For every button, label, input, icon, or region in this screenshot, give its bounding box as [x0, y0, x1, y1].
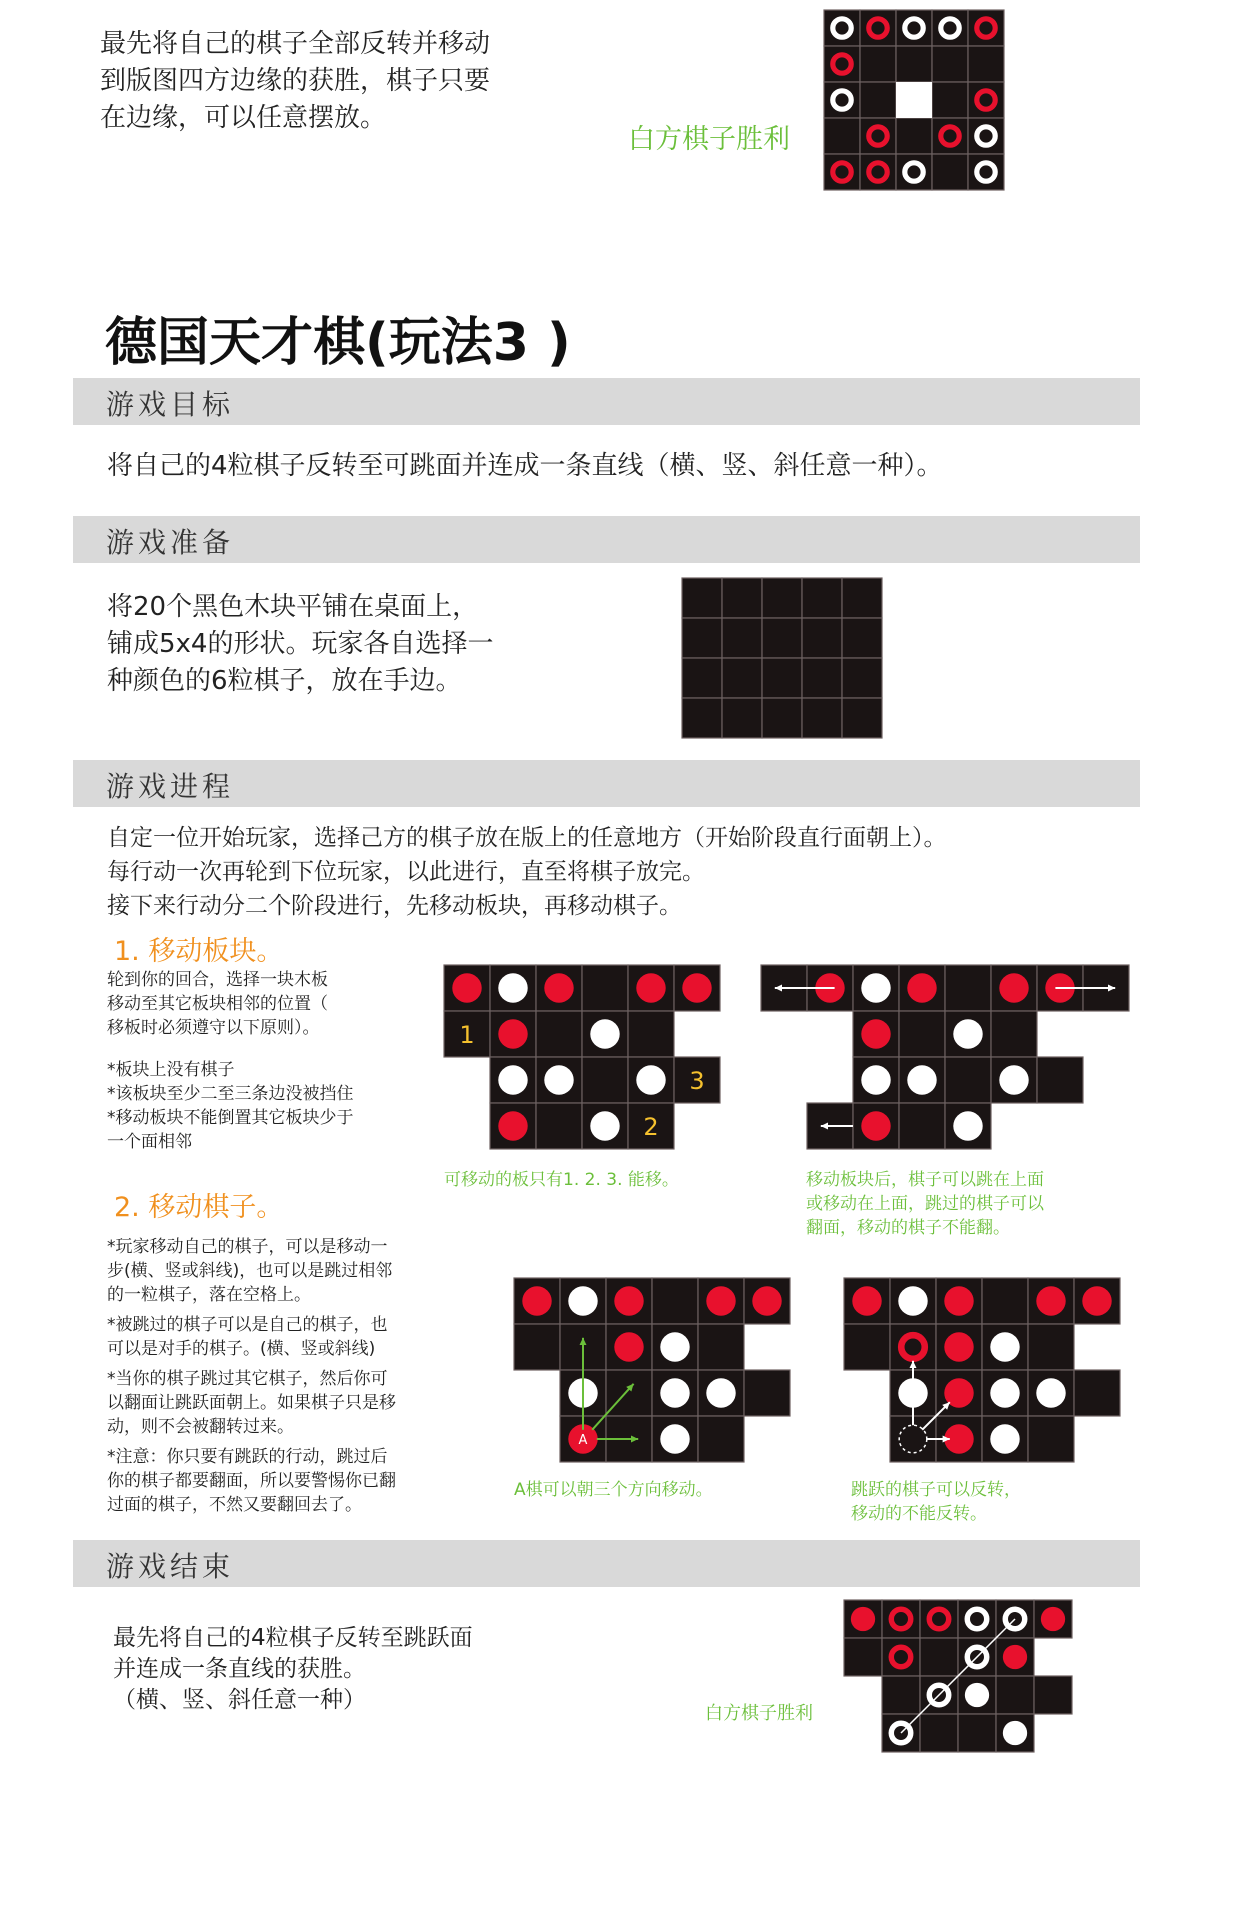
step2-caption-left: A棋可以朝三个方向移动。: [514, 1480, 713, 1500]
red-piece: [861, 1111, 890, 1140]
red-piece: [852, 1286, 881, 1315]
white-jump-piece: [905, 163, 923, 181]
board-tile: [824, 118, 860, 154]
board-tile: [896, 118, 932, 154]
top-text-line: 到版图四方边缘的获胜，棋子只要: [100, 66, 491, 96]
white-piece: [898, 1286, 927, 1315]
white-piece: [544, 1065, 573, 1094]
white-jump-piece: [833, 19, 851, 37]
board-tile: [1037, 1057, 1083, 1103]
board-tile: [698, 1416, 744, 1462]
step1-caption-left: 可移动的板只有1. 2. 3. 能移。: [444, 1170, 679, 1190]
red-piece: [498, 1111, 527, 1140]
white-piece: [1003, 1721, 1027, 1745]
step1-caption-right: 移动板块后，棋子可以跳在上面 或移动在上面，跳过的棋子可以 翻面，移动的棋子不能翻。: [806, 1170, 1044, 1238]
red-jump-piece: [833, 55, 851, 73]
top-text-line: 最先将自己的棋子全部反转并移动: [100, 29, 491, 59]
white-piece: [706, 1378, 735, 1407]
white-jump-piece: [905, 19, 923, 37]
step2-title: 2. 移动棋子。: [114, 1192, 284, 1223]
step1-title: 1. 移动板块。: [114, 936, 284, 967]
board-tile: [1028, 1416, 1074, 1462]
board-tile: [802, 578, 842, 618]
board-tile: [882, 1676, 920, 1714]
white-piece: [953, 1111, 982, 1140]
section-header-progress: 游戏进程: [73, 760, 1140, 807]
red-piece: [522, 1286, 551, 1315]
board-tile: [991, 1011, 1037, 1057]
red-jump-piece: [977, 91, 995, 109]
red-jump-piece: [891, 1647, 910, 1666]
step2-text: *玩家移动自己的棋子，可以是移动一 步(横、竖或斜线)，也可以是跳过相邻 的一粒棋子，落在空格上。 *被跳过的棋子可以是自己的棋子，也 可以是对手的棋子。(横、竖或斜线) *当你的棋子跳过其它棋子，然后你可 以翻面让跳跃面朝上。如果棋子只是移 动，则不会被翻转过来。 *注意：你只要有跳跃的行动，跳过后 你的棋子都要翻面，所以要警惕你已翻 过面的棋子，不然又要翻回去了。: [107, 1237, 396, 1515]
board-tile: [722, 618, 762, 658]
red-piece: [861, 1019, 890, 1048]
white-piece: [990, 1332, 1019, 1361]
board-tile: [762, 618, 802, 658]
board-top-win: [824, 10, 1004, 190]
white-jump-piece: [967, 1609, 986, 1628]
section-header-prep: 游戏准备: [73, 516, 1140, 563]
board-tile: [682, 698, 722, 738]
board-tile: [582, 965, 628, 1011]
board-tile: [844, 1324, 890, 1370]
white-piece: [1036, 1378, 1065, 1407]
red-piece: [1041, 1607, 1065, 1631]
white-jump-piece: [941, 19, 959, 37]
board-tile: [1034, 1676, 1072, 1714]
board-end-win: [844, 1600, 1072, 1752]
red-piece: [636, 973, 665, 1002]
board-tile: [698, 1324, 744, 1370]
white-piece: [590, 1019, 619, 1048]
red-piece: [706, 1286, 735, 1315]
top-text: [100, 26, 490, 137]
red-piece: [614, 1286, 643, 1315]
board-tile: [652, 1278, 698, 1324]
board-tile: [842, 698, 882, 738]
board-tile: [582, 1057, 628, 1103]
board-tile: [606, 1370, 652, 1416]
board-tile: [896, 46, 932, 82]
white-piece: [636, 1065, 665, 1094]
white-piece: [660, 1378, 689, 1407]
red-piece: [544, 973, 573, 1002]
progress-text-line: 接下来行动分二个阶段进行，先移动板块，再移动棋子。: [107, 893, 682, 919]
board-step2-moves: [514, 1278, 794, 1468]
tile-label: 2: [643, 1113, 659, 1141]
white-piece: [660, 1332, 689, 1361]
red-piece: [682, 973, 711, 1002]
board-tile: [982, 1278, 1028, 1324]
board-tile: [1074, 1370, 1120, 1416]
red-piece: [1003, 1645, 1027, 1669]
white-jump-piece: [833, 91, 851, 109]
tile-label: 3: [689, 1067, 705, 1095]
board-tile: [860, 46, 896, 82]
red-jump-piece: [941, 127, 959, 145]
board-tile: [932, 82, 968, 118]
board-tile: [762, 578, 802, 618]
top-caption: 白方棋子胜利: [628, 124, 790, 155]
white-piece: [907, 1065, 936, 1094]
board-tile: [860, 82, 896, 118]
section-header-end: 游戏结束: [73, 1540, 1140, 1587]
prep-text-line: 种颜色的6粒棋子，放在手边。: [107, 666, 462, 696]
board-tile: [722, 698, 762, 738]
board-tile: [932, 154, 968, 190]
white-piece: [568, 1286, 597, 1315]
board-tile: [968, 46, 1004, 82]
white-piece: [953, 1019, 982, 1048]
white-piece: [590, 1111, 619, 1140]
prep-text-line: 铺成5x4的形状。玩家各自选择一: [107, 629, 494, 659]
white-piece: [990, 1424, 1019, 1453]
board-tile: [682, 618, 722, 658]
white-piece: [498, 1065, 527, 1094]
red-piece: [851, 1607, 875, 1631]
board-tile: [628, 1011, 674, 1057]
white-piece: [660, 1424, 689, 1453]
board-tile: [899, 1011, 945, 1057]
board-tile: [682, 578, 722, 618]
progress-text-line: 自定一位开始玩家，选择己方的棋子放在版上的任意地方（开始阶段直行面朝上）。: [107, 825, 947, 851]
white-piece: [498, 973, 527, 1002]
board-tile: [802, 658, 842, 698]
white-piece: [999, 1065, 1028, 1094]
board-step1-after: [761, 965, 1133, 1155]
board-tile: [536, 1011, 582, 1057]
board-step1-before: [444, 965, 728, 1155]
board-step2-jump: [844, 1278, 1124, 1468]
end-text-line: （横、竖、斜任意一种）: [113, 1687, 366, 1713]
red-piece: [1082, 1286, 1111, 1315]
white-piece: [861, 973, 890, 1002]
section-header-goal: 游戏目标: [73, 378, 1140, 425]
end-text: [113, 1623, 473, 1716]
red-piece: [944, 1286, 973, 1315]
board-empty-5x4: [682, 578, 884, 738]
page-title: 德国天才棋(玩法3 ): [105, 313, 571, 373]
board-tile: [744, 1370, 790, 1416]
board-tile: [920, 1714, 958, 1752]
red-piece: [452, 973, 481, 1002]
board-tile: [945, 1057, 991, 1103]
prep-text-line: 将20个黑色木块平铺在桌面上，: [107, 592, 479, 622]
board-tile: [802, 698, 842, 738]
red-jump-piece: [869, 127, 887, 145]
board-tile: [722, 578, 762, 618]
end-text-line: 并连成一条直线的获胜。: [113, 1656, 366, 1682]
red-jump-piece: [977, 19, 995, 37]
red-piece: [944, 1332, 973, 1361]
board-tile: [536, 1103, 582, 1149]
top-text-line: 在边缘，可以任意摆放。: [100, 103, 387, 133]
step2-caption-right: 跳跃的棋子可以反转， 移动的不能反转。: [851, 1480, 1021, 1524]
red-jump-piece: [869, 19, 887, 37]
board-tile: [762, 698, 802, 738]
board-tile: [762, 658, 802, 698]
white-piece: [965, 1683, 989, 1707]
board-tile: [996, 1676, 1034, 1714]
board-tile: [842, 618, 882, 658]
white-piece: [861, 1065, 890, 1094]
white-piece: [990, 1378, 1019, 1407]
empty-hole: [896, 82, 932, 118]
red-jump-piece: [833, 163, 851, 181]
red-jump-piece: [891, 1609, 910, 1628]
red-jump-piece: [901, 1335, 925, 1359]
board-tile: [722, 658, 762, 698]
board-tile: [932, 46, 968, 82]
tile-label: 1: [459, 1021, 475, 1049]
red-piece: [752, 1286, 781, 1315]
prep-text: [107, 589, 493, 700]
board-tile: [682, 658, 722, 698]
progress-text: [107, 821, 947, 923]
white-jump-piece: [977, 127, 995, 145]
board-tile: [842, 578, 882, 618]
red-piece: [498, 1019, 527, 1048]
red-piece: [1036, 1286, 1065, 1315]
red-piece: [907, 973, 936, 1002]
red-piece: [999, 973, 1028, 1002]
end-text-line: 最先将自己的4粒棋子反转至跳跃面: [113, 1625, 473, 1651]
board-tile: [844, 1638, 882, 1676]
board-tile: [842, 658, 882, 698]
board-tile: [945, 965, 991, 1011]
end-caption: 白方棋子胜利: [705, 1703, 813, 1724]
red-piece: [614, 1332, 643, 1361]
white-jump-piece: [977, 163, 995, 181]
goal-text: 将自己的4粒棋子反转至可跳面并连成一条直线（横、竖、斜任意一种）。: [107, 451, 943, 481]
board-tile: [802, 618, 842, 658]
board-tile: [514, 1324, 560, 1370]
red-jump-piece: [869, 163, 887, 181]
board-tile: [958, 1714, 996, 1752]
tile-label: A: [578, 1433, 588, 1448]
progress-text-line: 每行动一次再轮到下位玩家，以此进行，直至将棋子放完。: [107, 859, 705, 885]
board-tile: [920, 1638, 958, 1676]
board-tile: [1028, 1324, 1074, 1370]
red-jump-piece: [929, 1609, 948, 1628]
step1-text: 轮到你的回合，选择一块木板 移动至其它板块相邻的位置（ 移板时必须遵守以下原则）。 *板块上没有棋子 *该板块至少二至三条边没被挡住 *移动板块不能倒置其它板块少于 一个面相邻: [107, 970, 354, 1152]
board-tile: [899, 1103, 945, 1149]
